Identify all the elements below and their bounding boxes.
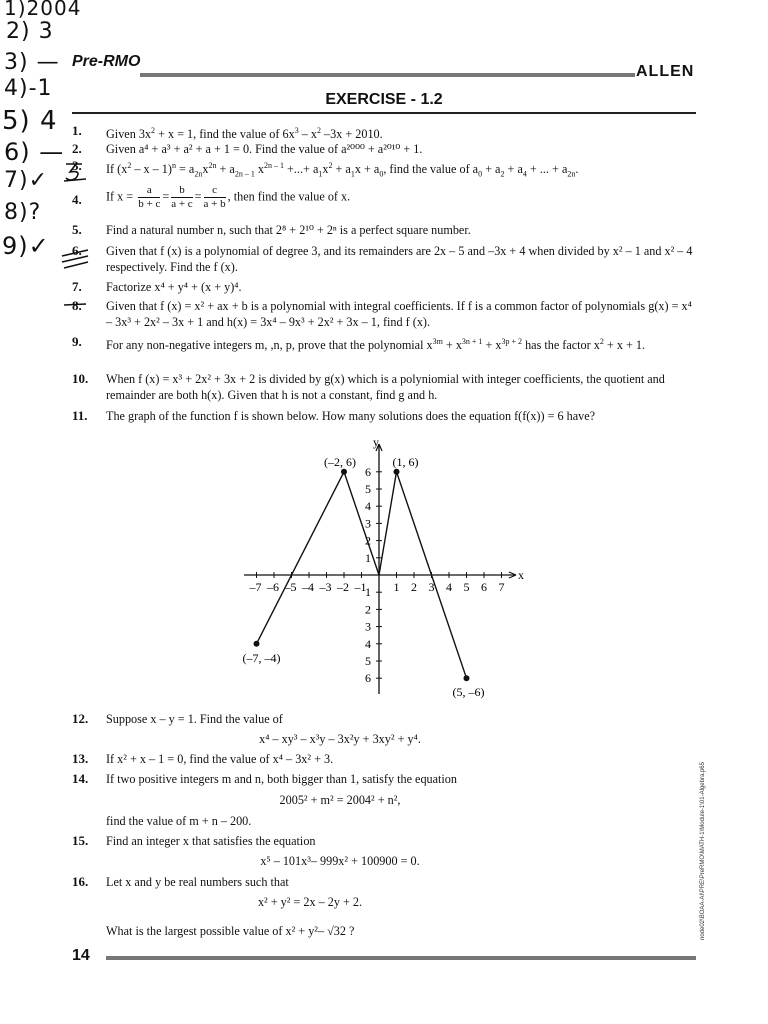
problem-14-text-2: find the value of m + n – 200.: [106, 814, 252, 828]
header-rule: [140, 73, 635, 77]
problem-number: 2.: [72, 141, 82, 156]
title-rule: [72, 112, 696, 114]
problem-14-equation: 2005² + m² = 2004² + n²,: [279, 793, 401, 807]
x-tick-label: 6: [481, 580, 487, 594]
y-tick-label: 1: [365, 585, 371, 600]
graph-point: [341, 469, 347, 475]
y-tick-label: 2: [365, 533, 371, 548]
point-label: (–7, –4): [242, 650, 281, 665]
problem-10-text: When f (x) = x³ + 2x² + 3x + 2 is divided by g(x) which is a polyniomial with integer coefficients, the quotient and remainder are both h(x). Given that h is not a constant, find g and h.: [106, 372, 665, 402]
exercise-title: EXERCISE - 1.2: [325, 91, 443, 108]
handwritten-note-6: 6) —: [4, 138, 65, 166]
x-tick-label: 7: [498, 580, 505, 594]
x-tick-label: –2: [337, 580, 349, 594]
y-tick-label: 1: [365, 550, 371, 565]
problem-2-text: Given a⁴ + a³ + a² + a + 1 = 0. Find the value of a²⁰⁰⁰ + a²⁰¹⁰ + 1.: [106, 142, 423, 156]
handwritten-note-8: 8)?: [4, 200, 42, 225]
problem-number: 8.: [72, 298, 82, 313]
problem-number: 11.: [72, 408, 88, 423]
problem-12-equation: x⁴ – xy³ – x³y – 3x²y + 3xy² + y⁴.: [259, 732, 421, 746]
problem-16-equation: x² + y² = 2x – 2y + 2.: [257, 895, 363, 909]
file-path-text: node02\BOAA-AI\PRE\PreRMO\MATH-1\Module-1\01-Algebra.p65: [700, 762, 706, 940]
problem-12-text: Suppose x – y = 1. Find the value of: [106, 712, 283, 726]
x-axis-label: x: [518, 568, 524, 582]
problem-number: 1.: [72, 123, 82, 138]
problem-9-text: For any non-negative integers m, ,n, p, prove that the polynomial $x^{3m} + x^{3n + 1} + x^{3p + 2}$ has the factor $x^2 + x + 1$.: [106, 337, 646, 353]
handwritten-note-4: 4)-1: [4, 76, 53, 101]
handwritten-note-5: 5) 4: [2, 106, 58, 136]
handwritten-note-1: 1)2004: [4, 0, 82, 20]
problem-1-text: Given $3x^2 + x = 1$, find the value of $6x^3 - x^2$ –3x + 2010.: [106, 126, 383, 142]
header-pre-rmo: Pre-RMO: [72, 53, 141, 70]
problem-number: 3.: [72, 158, 82, 173]
problem-number: 5.: [72, 222, 82, 237]
x-tick-label: 2: [411, 580, 417, 594]
problem-number: 9.: [72, 334, 82, 349]
y-tick-label: 5: [365, 654, 371, 668]
graph-point: [394, 469, 400, 475]
x-tick-label: –1: [354, 580, 367, 594]
x-tick-label: –7: [249, 580, 262, 594]
problem-number: 10.: [72, 371, 89, 386]
x-tick-label: –5: [284, 580, 297, 594]
handwritten-note-9: 9)✓: [2, 232, 50, 260]
problem-14-text: If two positive integers m and n, both bigger than 1, satisfy the equation: [106, 772, 457, 786]
graph-point: [464, 675, 470, 681]
y-tick-label: 6: [365, 464, 371, 479]
header-brand: ALLEN: [636, 63, 695, 80]
footer-rule: [106, 956, 696, 960]
problem-11-text: The graph of the function f is shown below. How many solutions does the equation f(f(x)) = 6 have?: [106, 409, 596, 423]
problem-15-equation: x⁵ – 101x³– 999x² + 100900 = 0.: [260, 854, 420, 868]
problem-5-text: Find a natural number n, such that 2⁸ + 2¹⁰ + 2ⁿ is a perfect square number.: [106, 223, 471, 237]
pen-mark-6: [60, 244, 90, 270]
problem-number: 15.: [72, 833, 89, 848]
y-axis-label: y: [373, 435, 379, 449]
problem-8-text: Given that f (x) = x² + ax + b is a polynomial with integral coefficients. If f is a common factor of polynomials g(x) = x⁴ – 3x³ + 2x² – 3x + 1 and h(x) = 3x⁴ – 9x³ + 2x² + 3x – 1, find f (x).: [106, 299, 692, 329]
x-tick-label: –3: [319, 580, 332, 594]
x-tick-label: 1: [393, 580, 400, 594]
pen-mark-8: [62, 297, 88, 313]
y-tick-label: 4: [365, 499, 371, 514]
problem-16-text-2: What is the largest possible value of x² + y²– √32 ?: [106, 924, 355, 938]
problem-number: 16.: [72, 874, 89, 889]
x-tick-label: 5: [463, 580, 470, 594]
problem-number: 12.: [72, 711, 89, 726]
y-tick-label: 6: [365, 671, 371, 686]
problem-number: 7.: [72, 279, 82, 294]
x-tick-label: –4: [302, 580, 314, 594]
problem-number: 13.: [72, 751, 89, 766]
handwritten-note-2: 2) 3: [6, 19, 54, 44]
point-label: (1, 6): [392, 454, 419, 469]
graph-point: [254, 641, 260, 647]
problem-number: 6.: [72, 243, 82, 258]
problem-4-text: If x = $\frac{a}{b + c}$ = $\frac{b}{a + c}$ = $\frac{c}{a + b}$ , then find the value of x.: [106, 184, 351, 210]
problem-6-text: Given that f (x) is a polynomial of degree 3, and its remainders are 2x – 5 and –3x + 4 when divided by x² – 1 and x² – 4 respectively. Find the f (x).: [106, 244, 693, 274]
pen-mark-3: [62, 160, 88, 184]
point-label: (5, –6): [452, 685, 485, 700]
handwritten-note-7: 7)✓: [4, 168, 49, 193]
problem-number: 14.: [72, 771, 89, 786]
y-tick-label: 2: [365, 602, 371, 617]
page-number: 14: [72, 947, 90, 964]
problem-15-text: Find an integer x that satisfies the equation: [106, 834, 316, 848]
y-tick-label: 5: [365, 482, 371, 496]
y-tick-label: 4: [365, 636, 371, 651]
x-tick-label: 3: [428, 580, 435, 594]
problem-13-text: If x² + x – 1 = 0, find the value of x⁴ – 3x² + 3.: [106, 752, 334, 766]
x-tick-label: –6: [267, 580, 279, 594]
problem-7-text: Factorize x⁴ + y⁴ + (x + y)⁴.: [106, 280, 242, 294]
problem-16-text: Let x and y be real numbers such that: [106, 875, 289, 889]
problem-number: 4.: [72, 192, 82, 207]
function-graph: [236, 432, 536, 700]
graph-axes: [244, 435, 524, 694]
y-tick-label: 3: [365, 619, 371, 634]
point-label: (–2, 6): [324, 454, 356, 469]
handwritten-note-3: 3) —: [4, 50, 60, 75]
graph-curve: [243, 455, 485, 699]
y-tick-label: 3: [365, 516, 371, 531]
x-tick-label: 4: [446, 580, 452, 594]
problem-3-text: If $(x^2 - x - 1)^n = a_{2n}x^{2n} + a_{2n - 1}$ $x^{2n - 1}$ +...+ $a_1x^2 + a_1x + a_0$, find the value of $a_0 + a_2 + a_4$ + ... + $a_{2n}$.: [106, 161, 579, 179]
